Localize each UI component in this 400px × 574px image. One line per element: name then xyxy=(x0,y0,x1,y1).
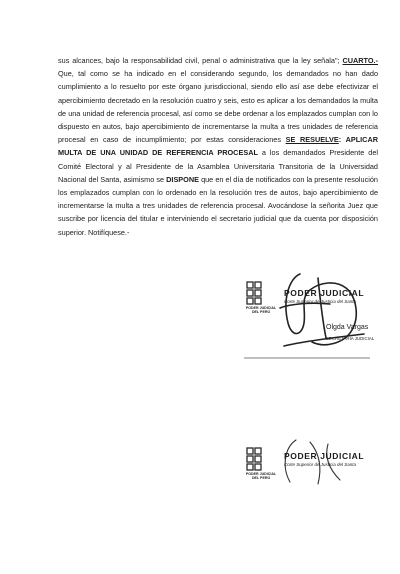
signatory-name: Olgda Vargas xyxy=(326,324,369,331)
text-segment: Que, tal como se ha indicado en el considerando segundo, los demandados no han dado cumplimiento a lo resuelto por este órgano jurisdiccional, siendo ello así ase debe efectivizar el apercibimiento decretado en la resolución cuatro y seis, esto es aplicar a los demandados la multa de una unidad de referencia procesal, así como se debe ordenar a los emplazados cumplan con lo dispuesto en autos, bajo apercibimiento de incrementarse la multa a tres unidades de referencia procesal en caso de incumplimiento; por estas consideraciones xyxy=(58,69,378,145)
stamp-title: PODER JUDICIAL xyxy=(284,451,365,461)
signatory-role: SECRETARIA JUDICIAL xyxy=(326,336,375,341)
logo-caption: PODER JUDICIAL DEL PERÚ xyxy=(245,306,277,315)
stamp-title: PODER JUDICIAL xyxy=(284,288,365,298)
text-segment: a los demandados Presidente del Comité Electoral y al Presidente de la Asamblea Universitaria Transitoria de la Universidad Nacional del Santa, asimismo se xyxy=(58,148,378,184)
dispone-text: DISPONE xyxy=(166,174,199,184)
court-emblem-icon xyxy=(240,438,370,498)
text-segment: sus alcances, bajo la responsabilidad civil, penal o administrativa que la ley señala"; xyxy=(58,56,340,65)
resolution-paragraph xyxy=(58,54,378,239)
signature-scrawl xyxy=(240,268,380,368)
judicial-stamp-bottom xyxy=(240,438,370,498)
se-resuelve-heading: SE RESUELVE xyxy=(285,135,339,145)
stamp-subtitle: Corte Superior de Justicia del Santa xyxy=(284,462,357,467)
text-segment: que en el día de notificados con la presente resolución los emplazados cumplan con lo ordenado en la resolución tres de autos, bajo apercibimiento de incrementarse la multa a tres unidades de referencia procesal. Avocándose la señorita Juez que suscribe por licencia del titular e interviniendo el secretario judicial que da cuenta por disposición superior. Notifíquese.- xyxy=(58,174,378,237)
logo-caption: PODER JUDICIAL DEL PERÚ xyxy=(245,472,277,481)
judicial-stamp-top xyxy=(240,268,380,368)
stamp-subtitle: Corte Superior de Justicia del Santa xyxy=(284,299,357,304)
cuarto-heading: CUARTO.- xyxy=(342,56,379,65)
aplicar-multa-text: : APLICAR MULTA DE UNA UNIDAD DE REFERENCIA PROCESAL xyxy=(58,135,378,158)
